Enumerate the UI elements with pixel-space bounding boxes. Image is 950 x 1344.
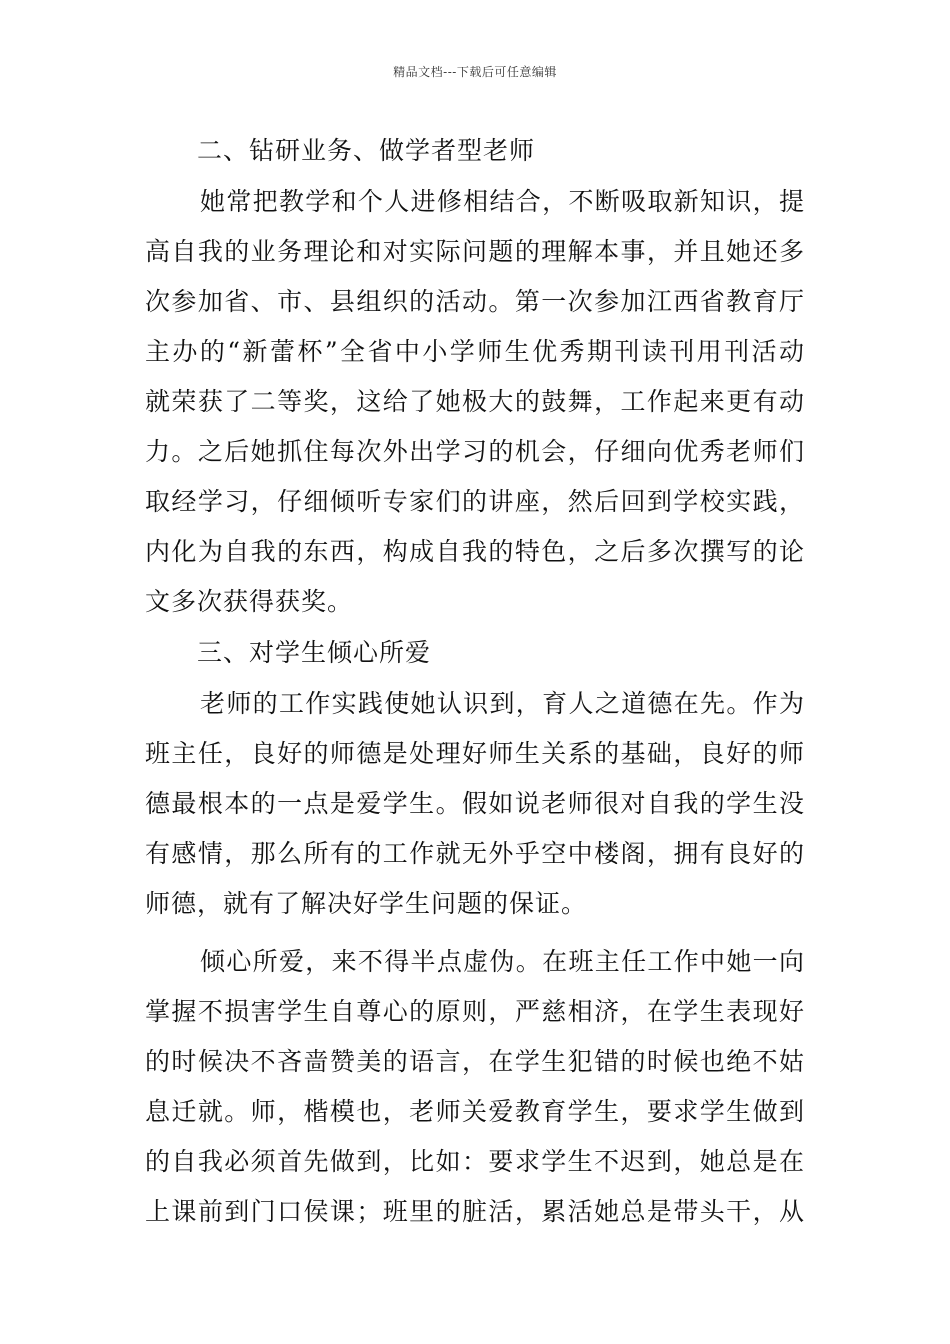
document-body (145, 125, 805, 1237)
paragraph-gap (145, 929, 805, 937)
text-line: 师德，就有了解决好学生问题的保证。 (145, 889, 588, 918)
text-line: 文多次获得获奖。 (145, 587, 354, 616)
paragraph (145, 937, 805, 1237)
text-line: 老师的工作实践使她认识到，育人之道德在先。作为 (200, 689, 805, 718)
text-line: 取经学习，仔细倾听专家们的讲座，然后回到学校实践， (145, 487, 805, 516)
text-line: 德最根本的一点是爱学生。假如说老师很对自我的学生没 (145, 789, 805, 818)
text-line: 主办的“新蕾杯”全省中小学师生优秀期刊读刊用刊活动 (145, 337, 805, 366)
text-line: 的自我必须首先做到，比如：要求学生不迟到，她总是在 (145, 1147, 805, 1176)
text-line: 力。之后她抓住每次外出学习的机会，仔细向优秀老师们 (145, 437, 805, 466)
text-line: 上课前到门口侯课；班里的脏活，累活她总是带头干，从 (145, 1197, 805, 1226)
text-line: 就荣获了二等奖，这给了她极大的鼓舞，工作起来更有动 (145, 387, 805, 416)
text-line: 的时候决不吝啬赞美的语言，在学生犯错的时候也绝不姑 (145, 1047, 805, 1076)
text-line: 有感情，那么所有的工作就无外乎空中楼阁，拥有良好的 (145, 839, 805, 868)
paragraph (145, 177, 805, 627)
text-line: 息迁就。师，楷模也，老师关爱教育学生，要求学生做到 (145, 1097, 805, 1126)
text-line: 班主任，良好的师德是处理好师生关系的基础，良好的师 (145, 739, 805, 768)
paragraph (145, 679, 805, 929)
text-line: 倾心所爱，来不得半点虚伪。在班主任工作中她一向 (200, 947, 805, 976)
text-line: 掌握不损害学生自尊心的原则，严慈相济，在学生表现好 (145, 997, 805, 1026)
page-header: 精品文档---下载后可任意编辑 (393, 65, 557, 79)
section-heading: 二、钻研业务、做学者型老师 (197, 136, 536, 165)
section-heading: 三、对学生倾心所爱 (197, 638, 432, 667)
text-line: 高自我的业务理论和对实际问题的理解本事，并且她还多 (145, 237, 805, 266)
text-line: 她常把教学和个人进修相结合，不断吸取新知识，提 (200, 187, 805, 216)
text-line: 次参加省、市、县组织的活动。第一次参加江西省教育厅 (145, 287, 805, 316)
text-line: 内化为自我的东西，构成自我的特色，之后多次撰写的论 (145, 537, 805, 566)
